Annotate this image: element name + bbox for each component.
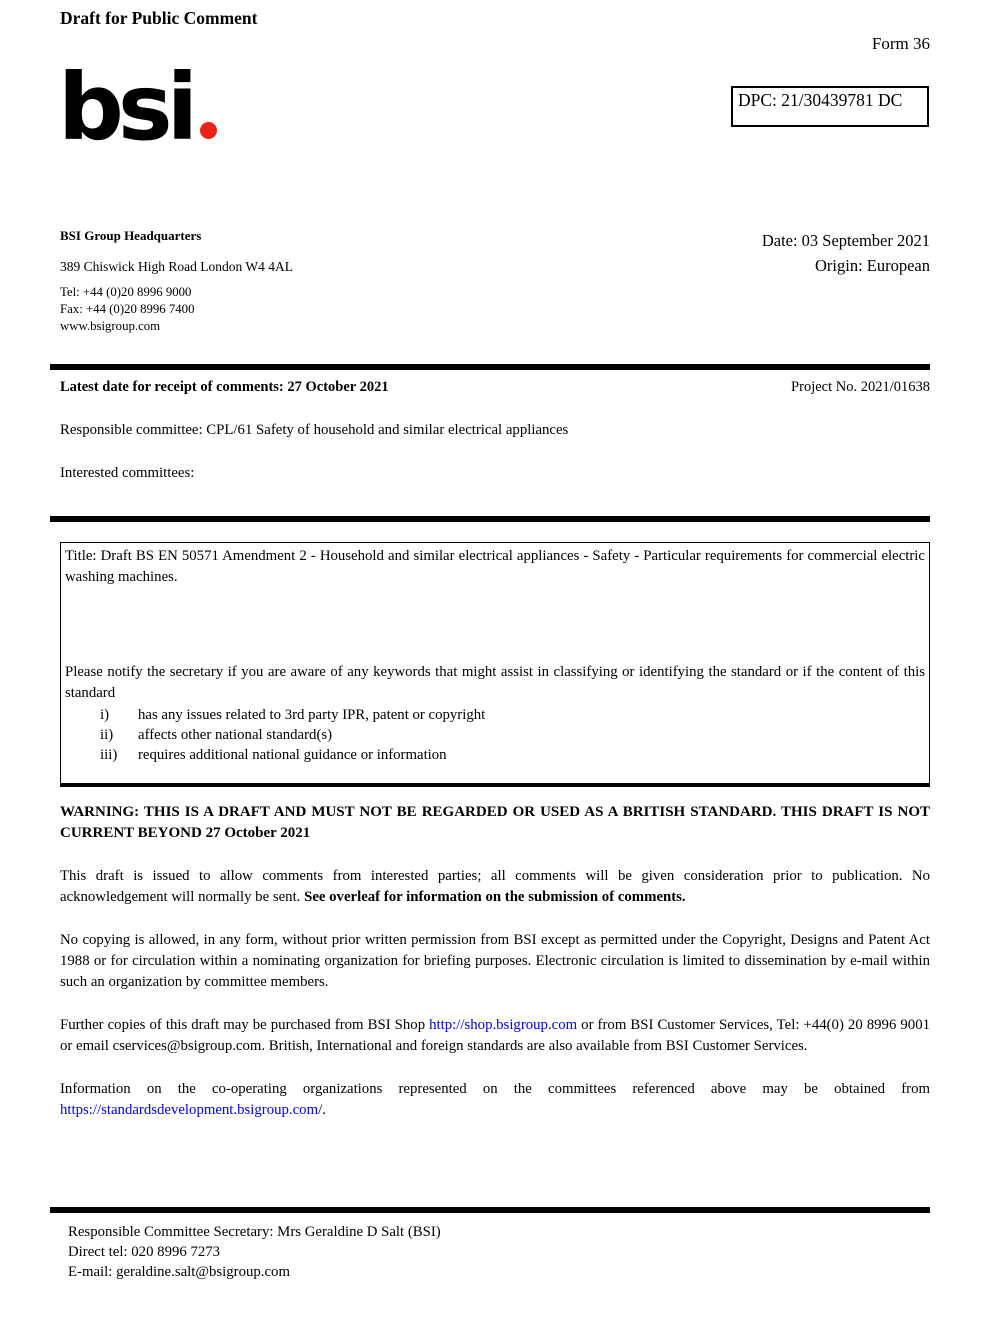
draft-title: Title: Draft BS EN 50571 Amendment 2 - Household and similar electrical appliances - Safety - Particular requirements for commercial electric washing machines. [65,548,925,585]
dpc-number: DPC: 21/30439781 DC [738,90,903,110]
list-item-number: ii) [100,727,114,743]
headquarters-block [60,228,293,335]
notify-secretary-text: Please notify the secretary if you are aware of any keywords that might assist in classifying or identifying the standard or if the content of this standard [65,664,925,701]
standards-development-link[interactable]: https://standardsdevelopment.bsigroup.com [60,1102,319,1118]
warning-paragraph: WARNING: THIS IS A DRAFT AND MUST NOT BE REGARDED OR USED AS A BRITISH STANDARD. THIS DRAFT IS NOT CURRENT BEYOND 27 October 2021 [60,804,930,841]
title-box [60,542,930,787]
document-header [60,0,930,364]
draft-issued-paragraph [60,866,930,908]
draft-issued-text: This draft is issued to allow comments from interested parties; all comments will be given consideration prior to publication. No acknowledgement will normally be sent. [60,868,930,905]
list-item-text: has any issues related to 3rd party IPR, patent or copyright [138,707,486,723]
draft-status-label: Draft for Public Comment [60,8,258,28]
headquarters-title: BSI Group Headquarters [60,228,202,243]
horizontal-rule-middle [50,516,930,522]
form-number: Form 36 [871,34,930,53]
interested-committees-line: Interested committees: [60,465,195,481]
document-date: Date: 03 September 2021 [761,231,930,250]
keyword-issues-list [65,705,925,765]
list-item [65,705,925,725]
cooperating-orgs-paragraph [60,1079,930,1121]
list-item [65,745,925,765]
document-origin: Origin: European [814,256,930,275]
headquarters-address: 389 Chiswick High Road London W4 4AL [60,259,293,274]
horizontal-rule-bottom [50,1207,930,1213]
list-item-text: affects other national standard(s) [138,727,333,743]
secretary-name-line: Responsible Committee Secretary: Mrs Geraldine D Salt (BSI) [68,1224,441,1240]
further-copies-text: Further copies of this draft may be purchased from BSI Shop [60,1017,430,1033]
list-item-text: requires additional national guidance or information [138,747,447,763]
further-copies-paragraph [60,1015,930,1057]
date-origin-block [762,228,930,278]
dpc-number-box [731,86,929,127]
cooperating-orgs-text: Information on the co-operating organizations represented on the committees referenced above may be obtained from [60,1081,930,1097]
secretary-email-line: E-mail: geraldine.salt@bsigroup.com [68,1264,290,1280]
project-number: Project No. 2021/01638 [791,379,930,395]
secretary-block [60,1222,930,1282]
responsible-committee-line: Responsible committee: CPL/61 Safety of household and similar electrical appliances [60,422,569,438]
further-copies-text-continued: or from BSI Customer Services, Tel: +44(0) 20 8996 9001 or email cservices@bsigroup.com. British, International and foreign standards are also available from BSI Customer Services. [60,1017,930,1054]
list-item [65,725,925,745]
bsi-logo [58,54,217,161]
bsi-shop-link[interactable]: http://shop.bsigroup.com [429,1017,578,1033]
headquarters-website: www.bsigroup.com [60,319,161,333]
secretary-tel-line: Direct tel: 020 8996 7273 [68,1244,221,1260]
headquarters-tel: Tel: +44 (0)20 8996 9000 [60,285,192,299]
latest-date-label: Latest date for receipt of comments: 27 October 2021 [60,379,389,395]
see-overleaf-bold-text: See overleaf for information on the submission of comments. [304,889,686,905]
list-item-number: i) [100,707,110,723]
headquarters-fax: Fax: +44 (0)20 8996 7400 [60,302,195,316]
bsi-logo-text: bsi [58,54,193,161]
list-item-number: iii) [100,747,118,763]
comments-deadline-row [60,379,930,396]
horizontal-rule-top [50,364,930,370]
bsi-logo-red-dot-icon [200,122,217,139]
no-copying-paragraph: No copying is allowed, in any form, without prior written permission from BSI except as permitted under the Copyright, Designs and Patent Act 1988 or for circulation within a nominating organization for briefing purposes. Electronic circulation is limited to dissemination by e-mail within such an organization by committee members. [60,932,930,990]
cooperating-orgs-text-end: /. [318,1102,326,1118]
